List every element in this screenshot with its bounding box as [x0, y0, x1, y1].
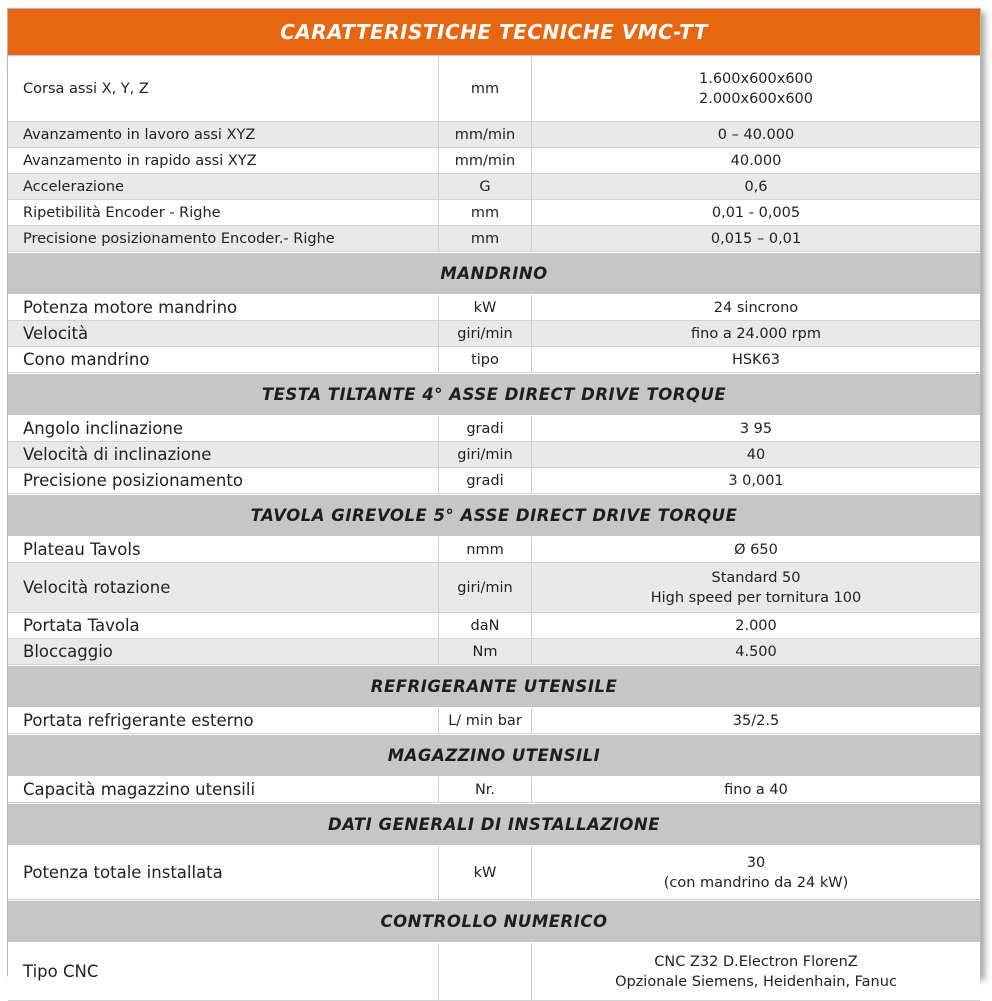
- spec-label: Cono mandrino: [8, 347, 439, 373]
- spec-unit: tipo: [439, 347, 532, 373]
- spec-value-line: CNC Z32 D.Electron FlorenZ: [654, 953, 858, 970]
- spec-label: Potenza motore mandrino: [8, 295, 439, 321]
- spec-value-line: 0,01 - 0,005: [711, 204, 801, 221]
- spec-label: Velocità di inclinazione: [8, 442, 439, 468]
- spec-value: [532, 174, 980, 200]
- spec-value-line: High speed per tornitura 100: [650, 589, 862, 606]
- spec-value: [532, 708, 980, 734]
- spec-value-line: 30: [746, 854, 766, 871]
- spec-value-line: 3 95: [739, 420, 773, 437]
- spec-unit: giri/min: [439, 442, 532, 468]
- spec-unit: giri/min: [439, 321, 532, 347]
- spec-value: [532, 537, 980, 563]
- spec-value-line: Ø 650: [734, 541, 778, 558]
- spec-value: [532, 563, 980, 613]
- table-row: [8, 468, 980, 494]
- table-row: [8, 943, 980, 1001]
- spec-label: Capacità magazzino utensili: [8, 777, 439, 803]
- spec-value-line: 1.600x600x600: [698, 70, 814, 87]
- spec-label: Portata refrigerante esterno: [8, 708, 439, 734]
- spec-value-line: Opzionale Siemens, Heidenhain, Fanuc: [615, 973, 897, 990]
- spec-label: Precisione posizionamento Encoder.- Righe: [8, 226, 439, 252]
- spec-value-line: Standard 50: [711, 569, 801, 586]
- spec-label: Accelerazione: [8, 174, 439, 200]
- spec-unit: mm: [439, 56, 532, 122]
- section-header: DATI GENERALI DI INSTALLAZIONE: [8, 803, 980, 846]
- spec-label: Plateau Tavols: [8, 537, 439, 563]
- spec-unit: mm/min: [439, 122, 532, 148]
- spec-value-line: 3 0,001: [728, 472, 784, 489]
- table-row: [8, 537, 980, 563]
- spec-unit: mm: [439, 226, 532, 252]
- table-row: [8, 442, 980, 468]
- table-row: [8, 846, 980, 900]
- spec-value: [532, 56, 980, 122]
- spec-label: Corsa assi X, Y, Z: [8, 56, 439, 122]
- spec-value-line: 40.000: [730, 152, 782, 169]
- spec-value-line: 40: [746, 446, 766, 463]
- table-row: [8, 174, 980, 200]
- spec-value-line: HSK63: [731, 351, 781, 368]
- spec-value: [532, 295, 980, 321]
- table-row: [8, 321, 980, 347]
- spec-value: [532, 613, 980, 639]
- spec-value-line: fino a 24.000 rpm: [691, 325, 821, 342]
- spec-unit: gradi: [439, 416, 532, 442]
- spec-value: [532, 416, 980, 442]
- spec-label: Tipo CNC: [8, 943, 439, 1001]
- spec-value: [532, 442, 980, 468]
- table-row: [8, 613, 980, 639]
- spec-unit: gradi: [439, 468, 532, 494]
- spec-value: [532, 777, 980, 803]
- spec-value: [532, 321, 980, 347]
- spec-unit: daN: [439, 613, 532, 639]
- section-header: TESTA TILTANTE 4° ASSE DIRECT DRIVE TORQUE: [8, 373, 980, 416]
- table-row: [8, 200, 980, 226]
- spec-value: [532, 200, 980, 226]
- spec-unit: kW: [439, 295, 532, 321]
- table-row: [8, 347, 980, 373]
- table-row: [8, 148, 980, 174]
- spec-label: Avanzamento in rapido assi XYZ: [8, 148, 439, 174]
- spec-label: Potenza totale installata: [8, 846, 439, 900]
- spec-value: [532, 347, 980, 373]
- table-row: [8, 416, 980, 442]
- section-header: MANDRINO: [8, 252, 980, 295]
- spec-unit: mm/min: [439, 148, 532, 174]
- spec-value-line: 0 – 40.000: [717, 126, 795, 143]
- spec-label: Angolo inclinazione: [8, 416, 439, 442]
- table-row: [8, 56, 980, 122]
- table-row: [8, 708, 980, 734]
- spec-unit: kW: [439, 846, 532, 900]
- table-row: [8, 122, 980, 148]
- spec-value: [532, 148, 980, 174]
- spec-value-line: 0,015 – 0,01: [710, 230, 802, 247]
- table-row: [8, 226, 980, 252]
- spec-unit: L/ min bar: [439, 708, 532, 734]
- spec-value-line: 0,6: [744, 178, 768, 195]
- table-row: [8, 639, 980, 665]
- spec-unit: G: [439, 174, 532, 200]
- spec-label: Ripetibilità Encoder - Righe: [8, 200, 439, 226]
- table-row: [8, 295, 980, 321]
- section-header: TAVOLA GIREVOLE 5° ASSE DIRECT DRIVE TORQUE: [8, 494, 980, 537]
- spec-value: [532, 846, 980, 900]
- spec-unit: nmm: [439, 537, 532, 563]
- table-row: [8, 777, 980, 803]
- spec-label: Portata Tavola: [8, 613, 439, 639]
- spec-value-line: 2.000x600x600: [698, 90, 814, 107]
- spec-value-line: fino a 40: [724, 781, 788, 798]
- spec-table: [8, 9, 980, 990]
- table-title: CARATTERISTICHE TECNICHE VMC-TT: [8, 9, 980, 56]
- spec-unit: [439, 943, 532, 1001]
- spec-value-line: 4.500: [735, 643, 777, 660]
- spec-value: [532, 639, 980, 665]
- table-row: [8, 563, 980, 613]
- spec-label: Avanzamento in lavoro assi XYZ: [8, 122, 439, 148]
- section-header: REFRIGERANTE UTENSILE: [8, 665, 980, 708]
- section-header: CONTROLLO NUMERICO: [8, 900, 980, 943]
- spec-sheet: [7, 8, 981, 990]
- spec-unit: mm: [439, 200, 532, 226]
- spec-value: [532, 468, 980, 494]
- spec-value-line: 35/2.5: [732, 712, 780, 729]
- spec-value-line: (con mandrino da 24 kW): [663, 874, 849, 891]
- spec-value-line: 24 sincrono: [713, 299, 799, 316]
- section-header: MAGAZZINO UTENSILI: [8, 734, 980, 777]
- spec-value: [532, 226, 980, 252]
- spec-unit: Nm: [439, 639, 532, 665]
- spec-label: Bloccaggio: [8, 639, 439, 665]
- spec-value: [532, 122, 980, 148]
- spec-unit: giri/min: [439, 563, 532, 613]
- spec-label: Velocità: [8, 321, 439, 347]
- spec-label: Velocità rotazione: [8, 563, 439, 613]
- spec-label: Precisione posizionamento: [8, 468, 439, 494]
- spec-value: [532, 943, 980, 1001]
- spec-unit: Nr.: [439, 777, 532, 803]
- spec-value-line: 2.000: [735, 617, 777, 634]
